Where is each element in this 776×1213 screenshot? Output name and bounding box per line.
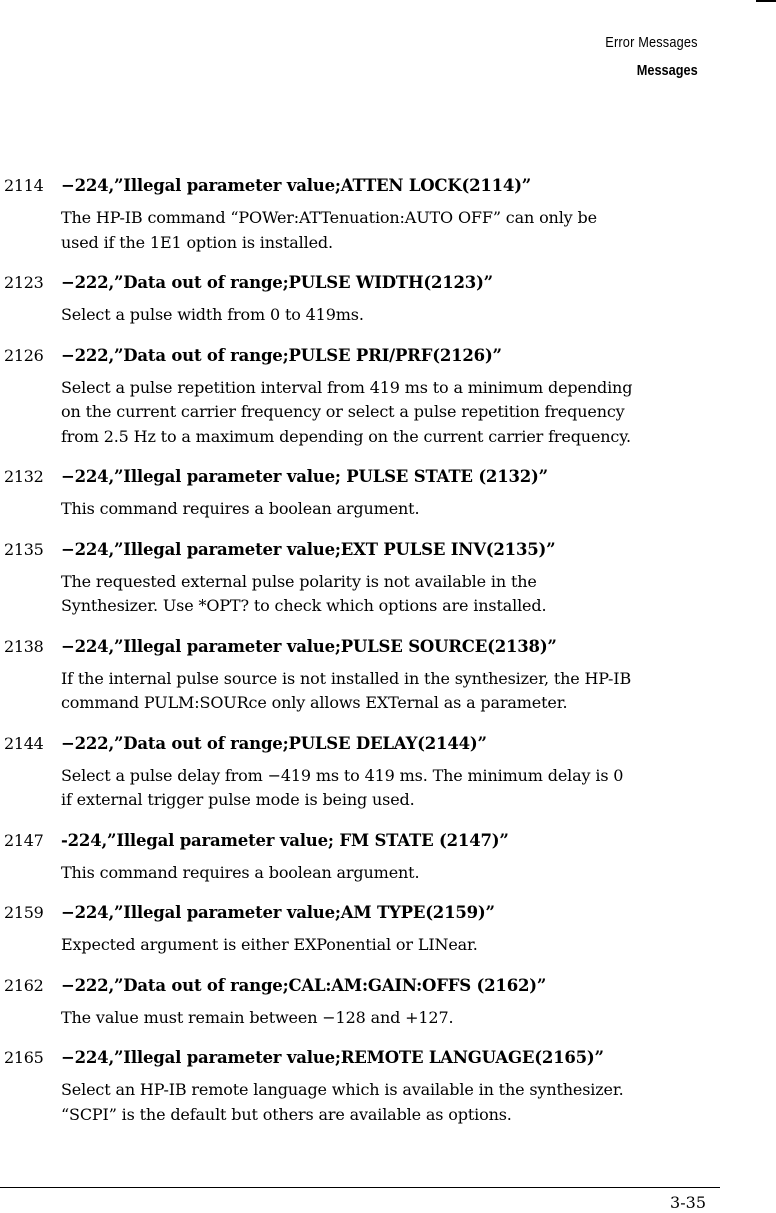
description-line: If the internal pulse source is not installed in the synthesizer, the HP-IB	[61, 668, 632, 688]
error-description	[61, 206, 721, 255]
error-description	[61, 570, 721, 619]
description-line: on the current carrier frequency or select a pulse repetition frequency	[61, 402, 625, 421]
error-entry	[0, 267, 776, 328]
error-description	[61, 1006, 721, 1031]
error-code: 2132	[4, 467, 44, 486]
description-line: Select a pulse delay from −419 ms to 419 ms. The minimum delay is 0	[61, 765, 624, 785]
description-line: Expected argument is either EXPonential or LINear.	[61, 935, 478, 954]
error-code: 2123	[4, 273, 44, 292]
running-header-section: Error Messages	[605, 34, 698, 51]
description-line: Select a pulse width from 0 to 419ms.	[61, 305, 364, 324]
error-message-list	[0, 170, 776, 1139]
error-entry	[0, 897, 776, 958]
error-message: −224,”Illegal parameter value;AM TYPE(2159)”	[61, 903, 495, 922]
error-entry	[0, 728, 776, 813]
description-line: “SCPI” is the default but others are available as options.	[61, 1104, 512, 1124]
error-entry	[0, 825, 776, 886]
error-code: 2159	[4, 903, 44, 922]
error-message: −222,”Data out of range;PULSE DELAY(2144)”	[61, 733, 487, 753]
error-message: −224,”Illegal parameter value; PULSE STATE (2132)”	[61, 467, 548, 486]
error-message: −222,”Data out of range;CAL:AM:GAIN:OFFS (2162)”	[61, 975, 547, 995]
footer-rule	[0, 1187, 720, 1188]
description-line: This command requires a boolean argument.	[61, 862, 420, 882]
error-code: 2114	[4, 176, 44, 195]
description-line: The value must remain between −128 and +127.	[61, 1007, 454, 1027]
error-message: −224,”Illegal parameter value;PULSE SOURCE(2138)”	[61, 636, 557, 656]
error-description	[61, 1078, 721, 1127]
error-description	[61, 764, 721, 813]
error-entry	[0, 461, 776, 522]
error-description	[61, 933, 721, 958]
description-line: This command requires a boolean argument.	[61, 499, 420, 518]
error-code: 2135	[4, 539, 44, 559]
description-line: The HP-IB command “POWer:ATTenuation:AUTO OFF” can only be	[61, 208, 597, 227]
error-code: 2162	[4, 975, 44, 995]
error-message: −224,”Illegal parameter value;EXT PULSE INV(2135)”	[61, 539, 556, 559]
error-code: 2144	[4, 733, 44, 753]
error-message: −224,”Illegal parameter value;REMOTE LANGUAGE(2165)”	[61, 1048, 604, 1067]
error-entry	[0, 970, 776, 1031]
running-header-title: Messages	[637, 62, 698, 79]
error-code: 2126	[4, 345, 44, 365]
corner-crop-mark	[756, 0, 776, 2]
description-line: used if the 1E1 option is installed.	[61, 232, 333, 252]
description-line: Select an HP-IB remote language which is available in the synthesizer.	[61, 1080, 624, 1099]
description-line: from 2.5 Hz to a maximum depending on the current carrier frequency.	[61, 426, 631, 446]
description-line: command PULM:SOURce only allows EXTernal as a parameter.	[61, 693, 568, 712]
page-number: 3-35	[670, 1193, 706, 1212]
error-code: 2138	[4, 636, 44, 656]
error-message: −224,”Illegal parameter value;ATTEN LOCK(2114)”	[61, 176, 532, 195]
error-entry	[0, 631, 776, 716]
description-line: Select a pulse repetition interval from 419 ms to a minimum depending	[61, 377, 633, 397]
description-line: Synthesizer. Use *OPT? to check which options are installed.	[61, 596, 547, 615]
error-description	[61, 497, 721, 522]
error-entry	[0, 534, 776, 619]
error-code: 2165	[4, 1048, 44, 1067]
description-line: The requested external pulse polarity is not available in the	[61, 571, 537, 591]
error-message: −222,”Data out of range;PULSE WIDTH(2123)”	[61, 273, 493, 292]
error-description	[61, 667, 721, 716]
error-message: -224,”Illegal parameter value; FM STATE (2147)”	[61, 830, 509, 850]
error-entry	[0, 170, 776, 255]
error-description	[61, 376, 721, 450]
error-entry	[0, 1042, 776, 1127]
description-line: if external trigger pulse mode is being used.	[61, 790, 415, 809]
error-entry	[0, 340, 776, 450]
error-message: −222,”Data out of range;PULSE PRI/PRF(2126)”	[61, 345, 502, 365]
error-description	[61, 861, 721, 886]
error-code: 2147	[4, 830, 44, 850]
error-description	[61, 303, 721, 328]
